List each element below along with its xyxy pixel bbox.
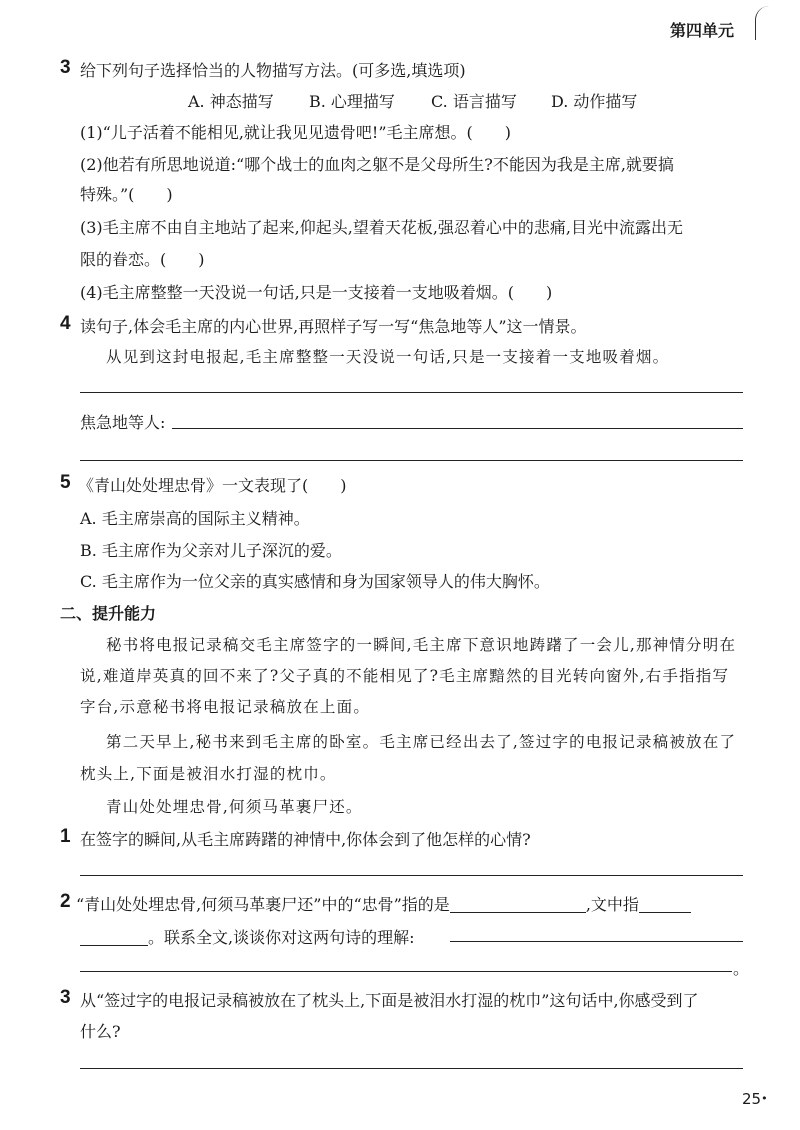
s2-q2-number: 2 <box>60 891 71 912</box>
passage-line-5: 枕头上,下面是被泪水打湿的枕巾。 <box>80 765 337 783</box>
s2-q2-line-2 <box>80 925 414 948</box>
q3-item-4: (4)毛主席整整一天没说一句话,只是一支接着一支地吸着烟。( ) <box>80 283 553 302</box>
s2-q1-answer-line[interactable] <box>80 875 743 876</box>
s2-q2-answer-line-a[interactable] <box>450 941 743 942</box>
q3-option-b: B. 心理描写 <box>309 92 395 111</box>
q4-answer-line-3[interactable] <box>80 460 743 461</box>
s2-q3-line-2: 什么? <box>80 1022 121 1041</box>
corner-decoration <box>755 6 770 40</box>
q3-item-2: (2)他若有所思地说道:“哪个战士的血肉之躯不是父母所生?不能因为我是主席,就要搞 <box>80 155 674 174</box>
q3-item-1: (1)“儿子活着不能相见,就让我见见遗骨吧!”毛主席想。( ) <box>80 123 512 142</box>
q4-answer-line-2[interactable] <box>172 428 743 429</box>
q3-option-c: C. 语言描写 <box>431 92 517 111</box>
q4-number: 4 <box>60 313 71 334</box>
q4-answer-line-1[interactable] <box>80 392 743 393</box>
s2-q1-number: 1 <box>60 826 71 847</box>
s2-q2-blank-2[interactable] <box>639 912 691 913</box>
s2-q2-answer-line-b[interactable] <box>80 971 732 972</box>
section-heading: 二、提升能力 <box>60 604 157 623</box>
passage-line-4: 第二天早上,秘书来到毛主席的卧室。毛主席已经出去了,签过字的电报记录稿被放在了 <box>106 733 737 751</box>
q5-option-a: A. 毛主席崇高的国际主义精神。 <box>80 509 310 528</box>
passage-line-2: 说,难道岸英真的回不来了?父子真的不能相见了?毛主席黯然的目光转向窗外,右手指指写 <box>80 667 730 685</box>
q5-number: 5 <box>60 472 71 493</box>
q3-prompt: 给下列句子选择恰当的人物描写方法。(可多选,填选项) <box>80 61 466 80</box>
q4-label: 焦急地等人: <box>80 413 166 432</box>
q3-option-d: D. 动作描写 <box>551 92 638 111</box>
s2-q2-end-mark: 。 <box>733 959 750 978</box>
s2-q2-line-1 <box>76 892 691 915</box>
s2-q2-part1: “青山处处埋忠骨,何须马革裹尸还”中的“忠骨”指的是 <box>76 895 450 914</box>
passage-line-3: 字台,示意秘书将电报记录稿放在上面。 <box>80 698 371 716</box>
s2-q2-blank-1[interactable] <box>450 912 586 913</box>
s2-q3-line-1: 从“签过字的电报记录稿被放在了枕头上,下面是被泪水打湿的枕巾”这句话中,你感受到了 <box>80 991 699 1010</box>
q3-item-2-cont: 特殊。”( ) <box>80 185 173 204</box>
q5-option-c: C. 毛主席作为一位父亲的真实感情和身为国家领导人的伟大胸怀。 <box>80 572 550 591</box>
passage-line-1: 秘书将电报记录稿交毛主席签字的一瞬间,毛主席下意识地踌躇了一会儿,那神情分明在 <box>106 636 737 654</box>
q3-item-3: (3)毛主席不由自主地站了起来,仰起头,望着天花板,强忍着心中的悲痛,目光中流露出无 <box>80 218 684 237</box>
q5-prompt: 《青山处处埋忠骨》一文表现了( ) <box>78 476 347 495</box>
s2-q2-part2: ,文中指 <box>585 895 639 914</box>
s2-q3-answer-line[interactable] <box>80 1068 743 1069</box>
page-number <box>742 1090 768 1108</box>
q4-example-sentence: 从见到这封电报起,毛主席整整一天没说一句话,只是一支接着一支地吸着烟。 <box>106 348 670 366</box>
q3-item-3-cont: 限的眷恋。( ) <box>80 250 205 269</box>
q4-prompt: 读句子,体会毛主席的内心世界,再照样子写一写“焦急地等人”这一情景。 <box>80 317 587 336</box>
s2-q1-prompt: 在签字的瞬间,从毛主席踌躇的神情中,你体会到了他怎样的心情? <box>80 830 531 849</box>
page-number-dot: • <box>761 1092 768 1105</box>
q3-option-a: A. 神态描写 <box>188 92 274 111</box>
q5-option-b: B. 毛主席作为父亲对儿子深沉的爱。 <box>80 541 342 560</box>
passage-poem: 青山处处埋忠骨,何须马革裹尸还。 <box>106 798 363 816</box>
s2-q2-blank-2-cont[interactable] <box>80 945 148 946</box>
unit-title: 第四单元 <box>670 21 735 40</box>
q3-number: 3 <box>60 57 71 78</box>
page-number-text: 25 <box>742 1090 762 1108</box>
s2-q2-part3: 。联系全文,谈谈你对这两句诗的理解: <box>148 928 415 947</box>
s2-q3-number: 3 <box>60 987 71 1008</box>
